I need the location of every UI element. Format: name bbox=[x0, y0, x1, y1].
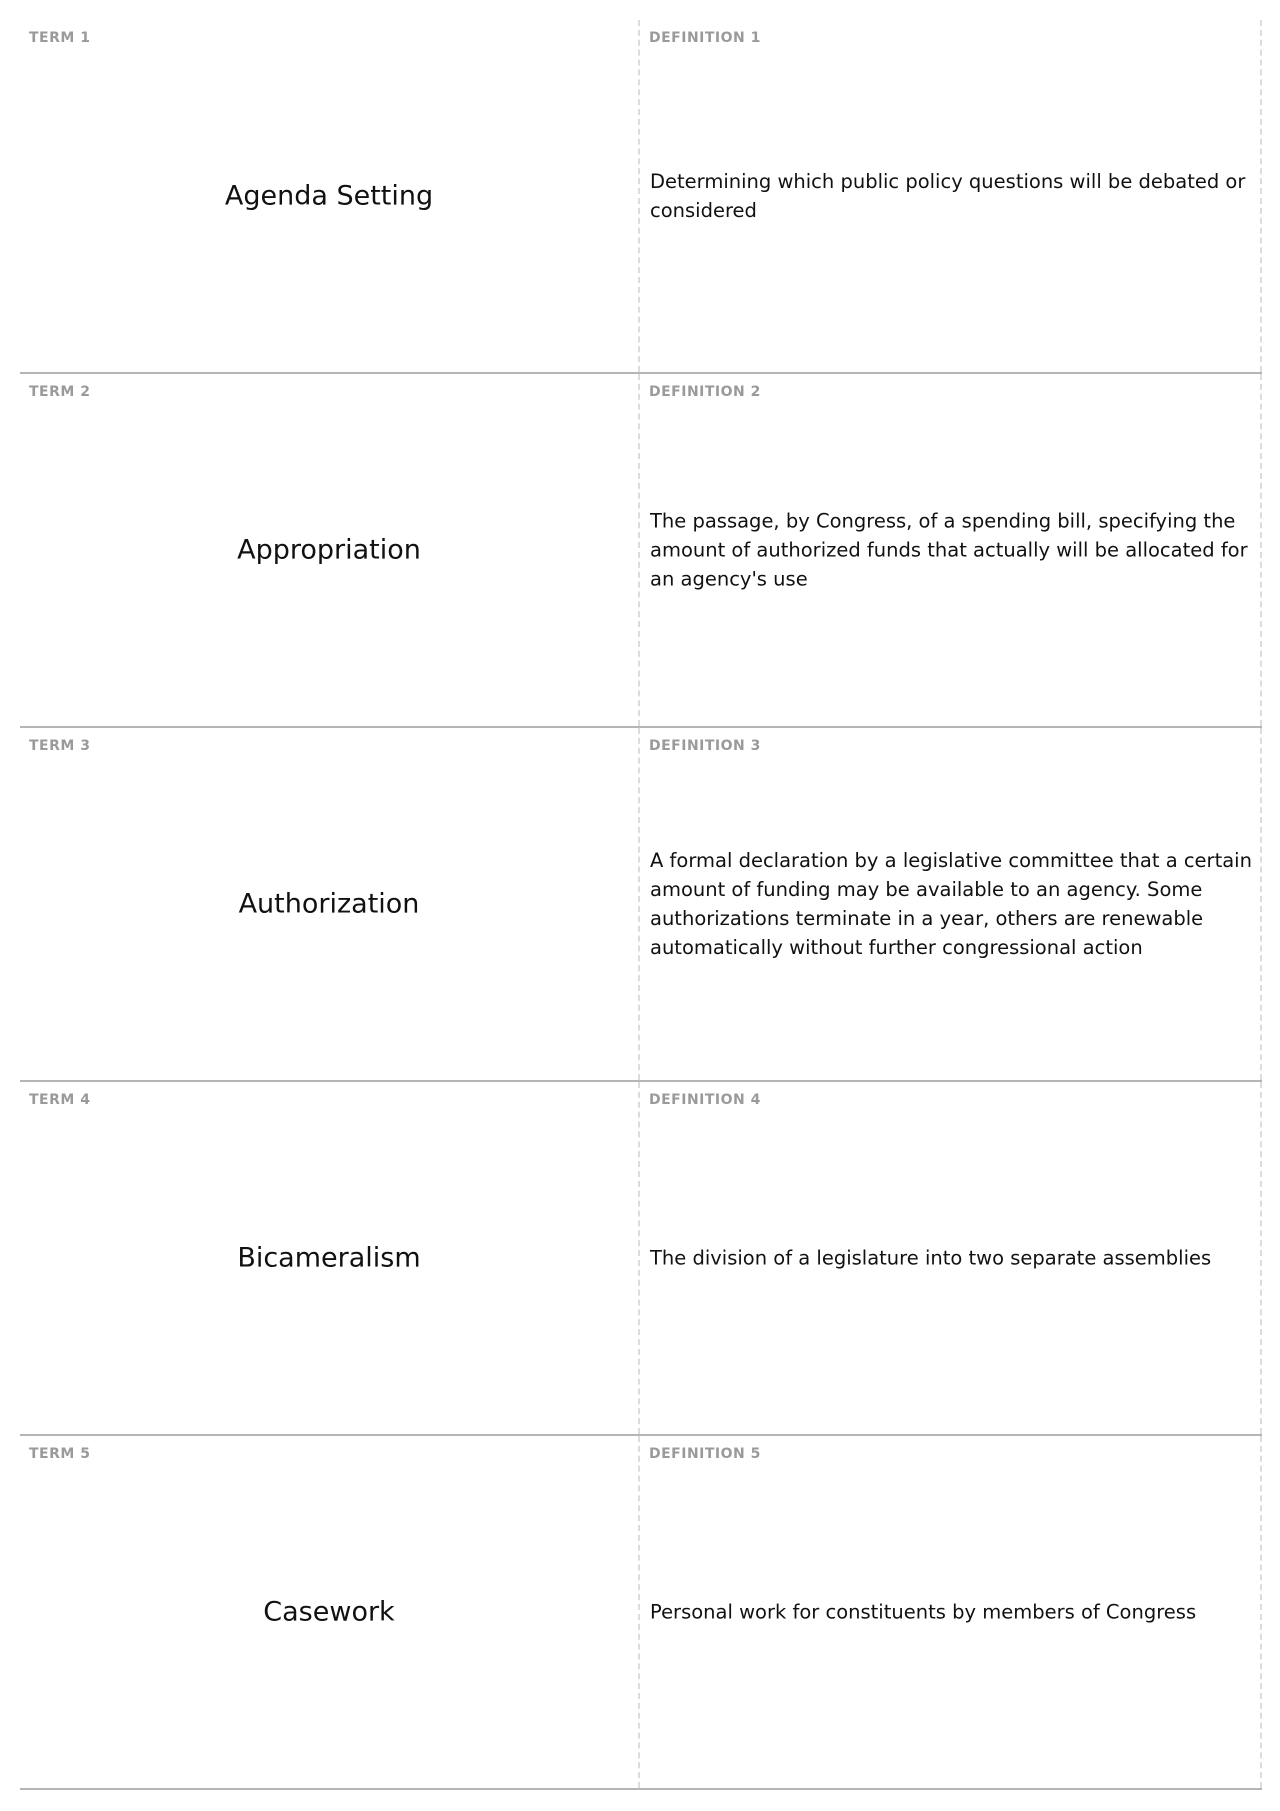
definition-cell-3 bbox=[640, 728, 1262, 1080]
definition-text: A formal declaration by a legislative committee that a certain amount of funding may be available to an agency. Some authorizations terminate in a year, others are renewable automatically without further congressional action bbox=[650, 849, 1252, 959]
flashcard-row-3 bbox=[20, 728, 1262, 1082]
term-text: Appropriation bbox=[237, 534, 421, 566]
term-label: TERM 5 bbox=[29, 1446, 91, 1462]
definition-text: The passage, by Congress, of a spending bill, specifying the amount of authorized funds that actually will be allocated for an agency's use bbox=[650, 509, 1248, 591]
term-label: TERM 1 bbox=[29, 30, 91, 46]
flashcard-row-2 bbox=[20, 374, 1262, 728]
term-label: TERM 2 bbox=[29, 384, 91, 400]
definition-text: Determining which public policy questions will be debated or considered bbox=[650, 170, 1246, 222]
definition-label: DEFINITION 1 bbox=[649, 30, 761, 46]
flashcard-sheet bbox=[20, 20, 1262, 1790]
definition-cell-1 bbox=[640, 20, 1262, 372]
term-text: Authorization bbox=[238, 888, 420, 920]
term-text: Agenda Setting bbox=[224, 180, 434, 212]
flashcard-row-1 bbox=[20, 20, 1262, 374]
definition-label: DEFINITION 2 bbox=[649, 384, 761, 400]
definition-text: The division of a legislature into two separate assemblies bbox=[650, 1246, 1212, 1270]
definition-cell-2 bbox=[640, 374, 1262, 726]
term-cell-2 bbox=[20, 374, 640, 726]
term-label: TERM 4 bbox=[29, 1092, 91, 1108]
term-label: TERM 3 bbox=[29, 738, 91, 754]
term-text: Bicameralism bbox=[237, 1242, 421, 1274]
flashcard-row-4 bbox=[20, 1082, 1262, 1436]
term-text: Casework bbox=[263, 1596, 395, 1628]
definition-cell-5 bbox=[640, 1436, 1262, 1788]
definition-label: DEFINITION 3 bbox=[649, 738, 761, 754]
definition-cell-4 bbox=[640, 1082, 1262, 1434]
flashcard-row-5 bbox=[20, 1436, 1262, 1790]
definition-text: Personal work for constituents by members of Congress bbox=[650, 1600, 1197, 1624]
definition-label: DEFINITION 4 bbox=[649, 1092, 761, 1108]
term-cell-4 bbox=[20, 1082, 640, 1434]
term-cell-1 bbox=[20, 20, 640, 372]
definition-label: DEFINITION 5 bbox=[649, 1446, 761, 1462]
term-cell-3 bbox=[20, 728, 640, 1080]
term-cell-5 bbox=[20, 1436, 640, 1788]
